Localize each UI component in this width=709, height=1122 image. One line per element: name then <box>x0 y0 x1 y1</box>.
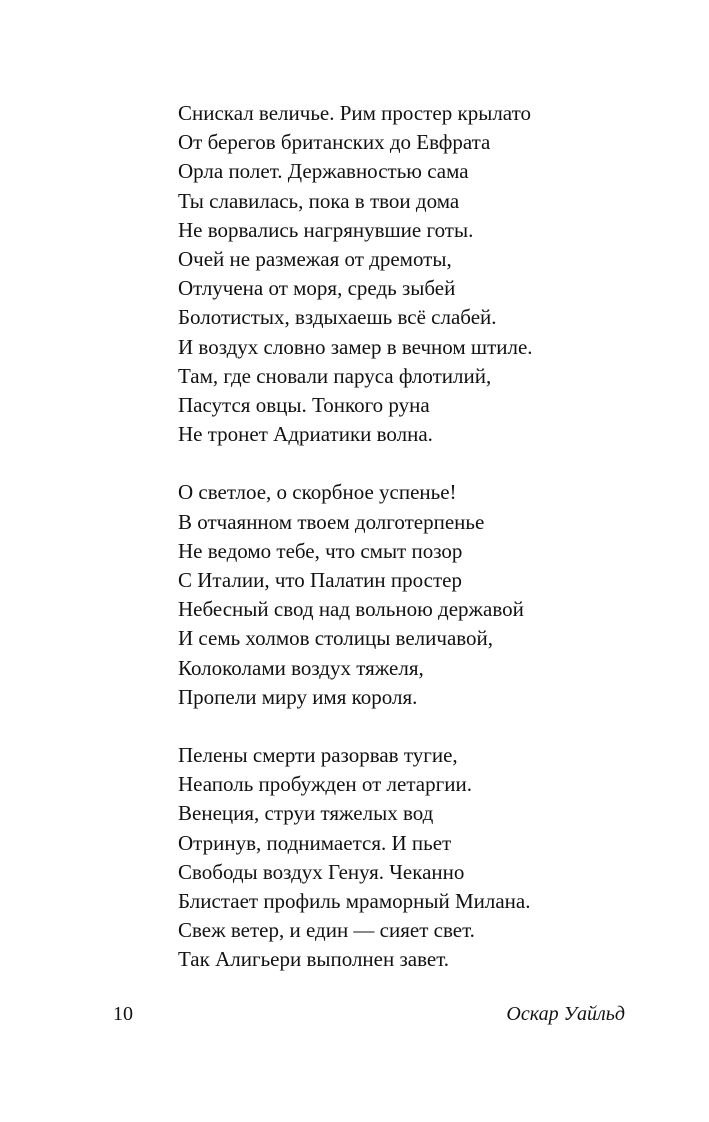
poem-line: Отринув, поднимается. И пьет <box>178 830 452 855</box>
poem-line: Венеция, струи тяжелых вод <box>178 801 434 826</box>
poem-line: Орла полет. Державностью сама <box>178 159 469 184</box>
poem-line: Снискал величье. Рим простер крылато <box>178 101 531 125</box>
poem-body <box>178 99 658 975</box>
poem-line: Отлучена от моря, средь зыбей <box>178 276 456 301</box>
page-number: 10 <box>113 1003 133 1025</box>
poem-line: И воздух словно замер в вечном штиле. <box>178 334 533 359</box>
poem-line: Там, где сновали паруса флотилий, <box>178 363 492 388</box>
poem-line: В отчаянном твоем долготерпенье <box>178 509 485 534</box>
poem-line: И семь холмов столицы величавой, <box>178 626 494 651</box>
stanza-3 <box>178 741 658 975</box>
poem-line: Свеж ветер, и един — сияет свет. <box>178 918 475 943</box>
poem-line: Пропели миру имя короля. <box>178 684 418 709</box>
poem-line: Не ведомо тебе, что смыт позор <box>178 538 463 563</box>
poem-line: Блистает профиль мраморный Милана. <box>178 889 531 914</box>
poem-line: Болотистых, вздыхаешь всё слабей. <box>178 305 497 330</box>
poem-line: Очей не размежая от дремоты, <box>178 247 452 272</box>
poem-line: Не тронет Адриатики волна. <box>178 422 433 447</box>
page-footer <box>113 1000 625 1028</box>
poem-line: Пасутся овцы. Тонкого руна <box>178 393 430 418</box>
poem-line: С Италии, что Палатин простер <box>178 568 462 593</box>
poem-line: Неаполь пробужден от летаргии. <box>178 772 472 797</box>
stanza-2 <box>178 478 658 712</box>
poem-line: Не ворвались нагрянувшие готы. <box>178 217 474 242</box>
poem-line: От берегов британских до Евфрата <box>178 130 491 155</box>
poem-line: Свободы воздух Генуя. Чеканно <box>178 859 465 884</box>
stanza-1 <box>178 99 658 449</box>
poem-line: Так Алигьери выполнен завет. <box>178 947 450 972</box>
poem-line: Колоколами воздух тяжеля, <box>178 655 424 680</box>
poem-line: Небесный свод над вольною державой <box>178 597 524 622</box>
poem-line: Ты славилась, пока в твои дома <box>178 188 460 213</box>
poem-line: О светлое, о скорбное успенье! <box>178 480 457 505</box>
running-author: Оскар Уайльд <box>506 1003 625 1025</box>
poem-line: Пелены смерти разорвав тугие, <box>178 743 458 768</box>
